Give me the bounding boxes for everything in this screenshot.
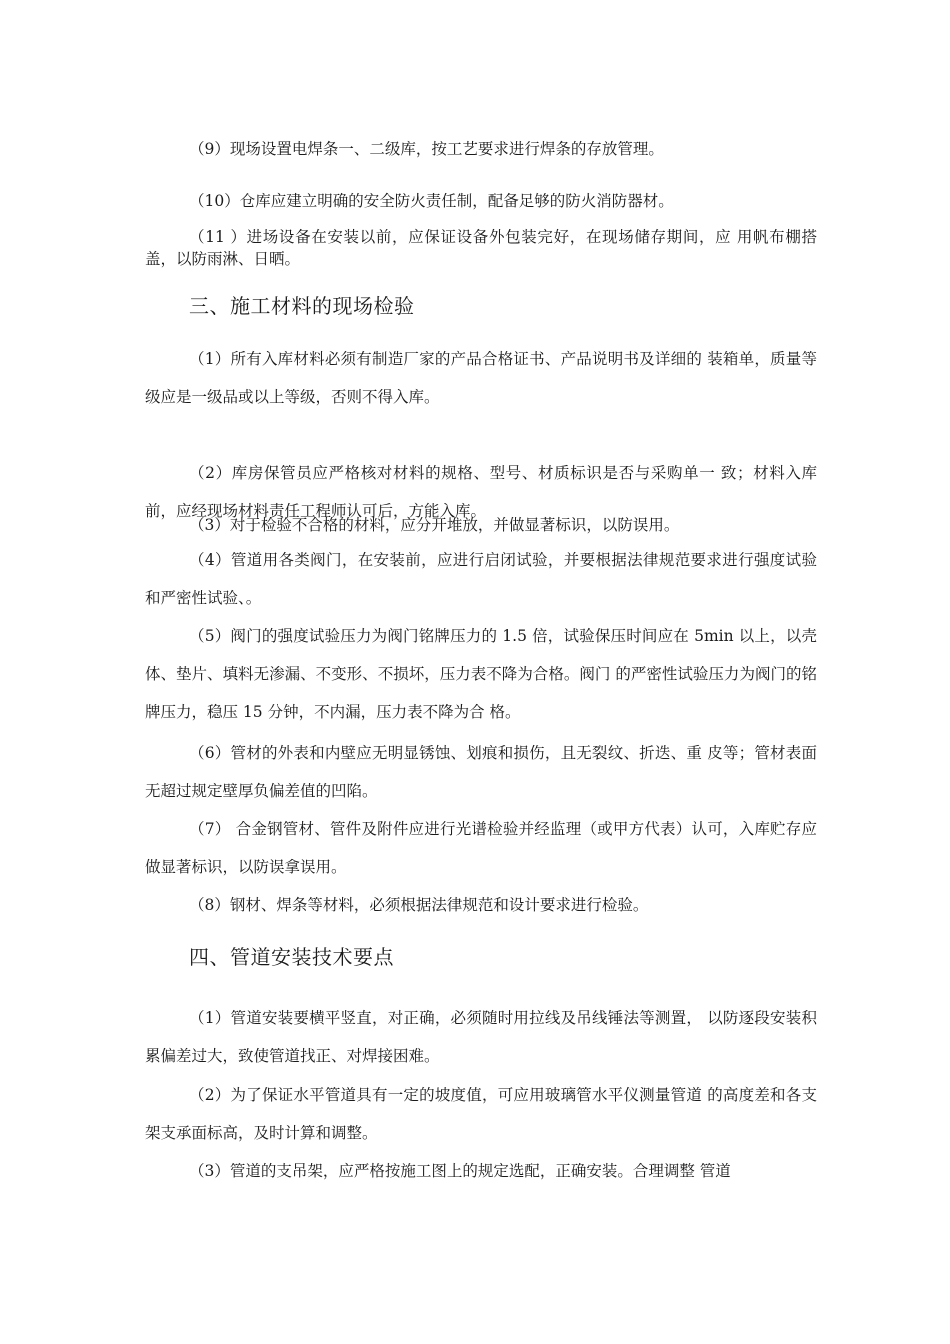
paragraph-item-9: （9）现场设置电焊条一、二级库，按工艺要求进行焊条的存放管理。 bbox=[189, 140, 664, 158]
section-heading-4: 四、管道安装技术要点 bbox=[189, 945, 394, 969]
section3-paragraph-7: （7） 合金钢管材、管件及附件应进行光谱检验并经监理（或甲方代表）认可，入库贮存应做显著标识，以防误拿误用。 bbox=[145, 820, 817, 876]
paragraph-item-11: （11 ）进场设备在安装以前，应保证设备外包装完好，在现场储存期间，应 用帆布棚搭盖，以防雨淋、日晒。 bbox=[145, 228, 817, 268]
section4-paragraph-1: （1）管道安装要横平竖直，对正确，必须随时用拉线及吊线锤法等测置， 以防逐段安装积累偏差过大，致使管道找正、对焊接困难。 bbox=[145, 1009, 817, 1065]
section3-paragraph-4: （4）管道用各类阀门，在安装前，应进行启闭试验，并要根据法律规范要求进行强度试验和严密性试验、。 bbox=[145, 551, 817, 607]
section3-paragraph-1: （1）所有入库材料必须有制造厂家的产品合格证书、产品说明书及详细的 装箱单，质量等级应是一级品或以上等级，否则不得入库。 bbox=[145, 350, 817, 406]
section3-paragraph-6: （6）管材的外表和内壁应无明显锈蚀、划痕和损伤，且无裂纹、折迭、重 皮等；管材表面无超过规定壁厚负偏差值的凹陷。 bbox=[145, 744, 817, 800]
section3-paragraph-3: （3）对于检验不合格的材料，应分开堆放，并做显著标识，以防误用。 bbox=[189, 516, 680, 534]
paragraph-item-10: （10）仓库应建立明确的安全防火责任制，配备足够的防火消防器材。 bbox=[189, 192, 674, 210]
section3-paragraph-5: （5）阀门的强度试验压力为阀门铭牌压力的 1.5 倍，试验保压时间应在 5min 以上，以壳体、垫片、填料无渗漏、不变形、不损坏，压力表不降为合格。阀门 的严密性试验压力为阀门的铭牌压力，稳压 15 分钟，不内漏，压力表不降为合 格。 bbox=[145, 627, 817, 721]
section4-paragraph-2: （2）为了保证水平管道具有一定的坡度值，可应用玻璃管水平仪测量管道 的高度差和各支架支承面标高，及时计算和调整。 bbox=[145, 1086, 817, 1142]
section3-paragraph-2: （2）库房保管员应严格核对材料的规格、型号、材质标识是否与采购单一 致；材料入库前，应经现场材料责任工程师认可后，方能入库。 bbox=[145, 464, 817, 520]
section-heading-3: 三、施工材料的现场检验 bbox=[189, 294, 415, 318]
section4-paragraph-3: （3）管道的支吊架，应严格按施工图上的规定选配，正确安装。合理调整 管道 bbox=[189, 1162, 731, 1180]
section3-paragraph-8: （8）钢材、焊条等材料，必须根据法律规范和设计要求进行检验。 bbox=[189, 896, 649, 914]
